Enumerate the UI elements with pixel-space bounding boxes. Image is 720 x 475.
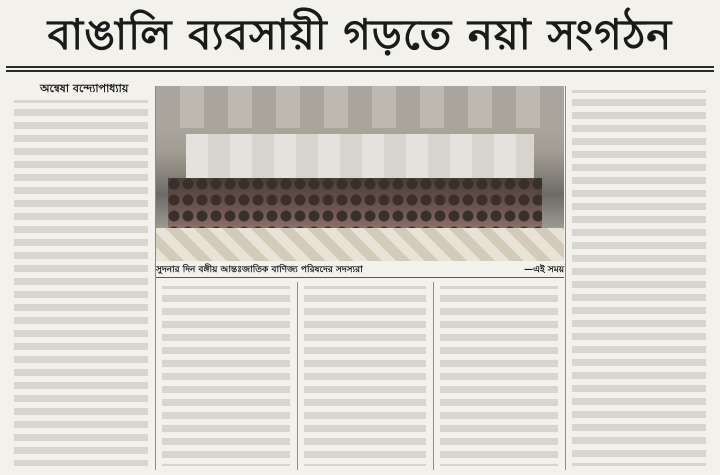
photo-group [168,178,542,228]
photo-floor [156,228,564,261]
article-column-2 [156,282,296,470]
article-column-1 [8,96,154,470]
caption-rule [156,277,564,278]
article-column-5 [566,86,712,470]
article-headline: বাঙালি ব্যবসায়ী গড়তে নয়া সংগঠন [47,10,673,59]
photo-caption [156,262,564,276]
headline-rule-top [6,66,714,68]
headline-rule-bottom [6,70,714,72]
article-byline: অন্বেষা বন্দ্যোপাধ্যায় [40,82,129,95]
article-column-4 [434,282,564,470]
article-column-3 [298,282,432,470]
article-photo [156,86,564,261]
photo-ceiling [156,86,564,128]
photo-credit: —এই সময় [524,264,564,275]
photo-caption-text: সুদনার দিন বঙ্গীয় আন্তঃজাতিক বাণিজ্য পরিষদের সদস্যরা [156,264,363,275]
